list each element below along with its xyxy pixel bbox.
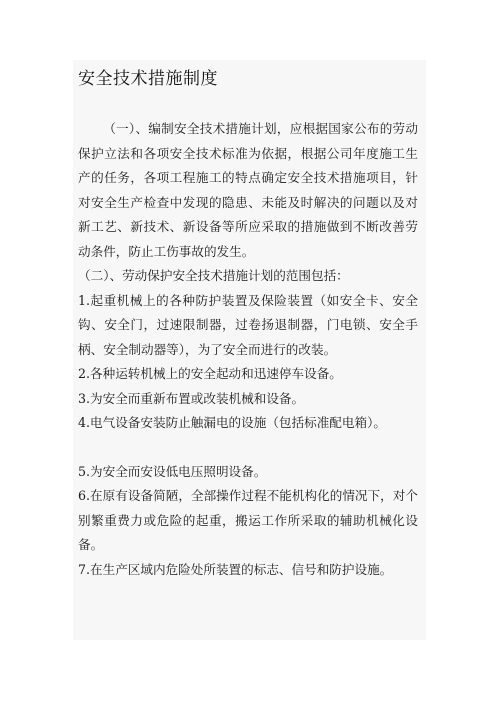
list-item-7: 7.在生产区域内危险处所装置的标志、信号和防护设施。	[78, 561, 393, 577]
document-body	[78, 117, 418, 582]
list-item-4: 4.电气设备安装防止触漏电的设施（包括标准配电箱）。	[78, 415, 386, 430]
paragraph-scope-heading: （二）、劳动保护安全技术措施计划的范围包括：	[78, 268, 349, 283]
list-item-1: 1.起重机械上的各种防护装置及保险装置（如安全卡、安全钩、安全门，过速限制器，过卷扬退制器，门电锁、安全手柄、安全制动器等），为了安全而进行的改装。	[78, 292, 418, 357]
list-item-2: 2.各种运转机械上的安全起动和迅速停车设备。	[78, 366, 342, 381]
list-item-6: 6.在原有设备简陋，全部操作过程不能机构化的情况下，对个别繁重费力或危险的起重，搬运工作所采取的辅助机械化设备。	[78, 488, 418, 552]
document-title: 安全技术措施制度	[78, 69, 218, 89]
paragraph-gap	[78, 436, 418, 460]
list-item-3: 3.为安全而重新布置或改装机械和设备。	[78, 390, 305, 406]
list-item-5: 5.为安全而安设低电压照明设备。	[78, 463, 267, 479]
paragraph-intro: （一）、编制安全技术措施计划，应根据国家公布的劳动保护立法和各项安全技术标准为依据，根据公司年度施工生产的任务，各项工程施工的特点确定安全技术措施项目，针对安全生产检查中发现的隐患、未能及时解决的问题以及对新工艺、新技术、新设备等所应采取的措施做到不断改善劳动条件，防止工伤事故的发生。	[78, 121, 418, 259]
